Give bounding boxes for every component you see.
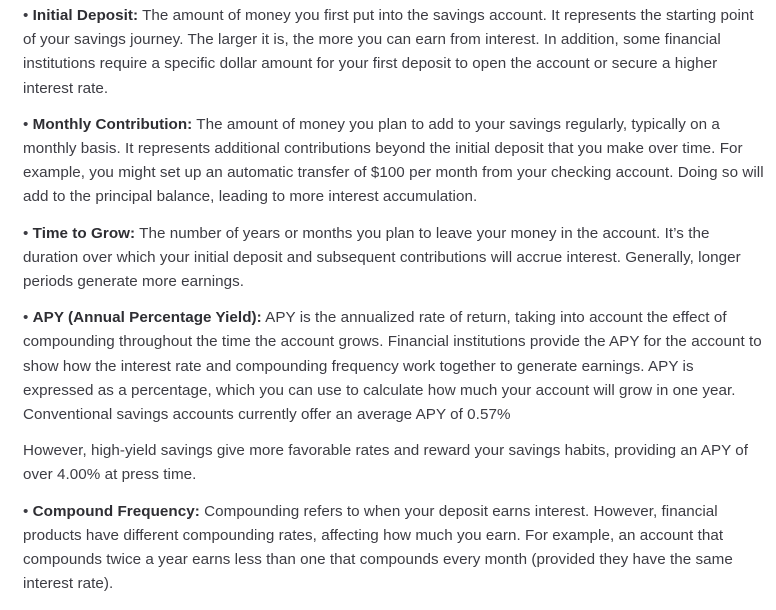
definition-text: APY is the annualized rate of return, taking into account the effect of compounding throughout the time the account grows. Financial institutions provide the APY for the account to show how the interest rate and compounding frequency work together to generate earnings. APY is expressed as a percentage, which you can use to calculate how much your account will grow in one year. Conventional savings accounts currently offer an average APY of 0.57% — [23, 309, 762, 424]
term-time-to-grow: Time to Grow: — [32, 224, 136, 242]
definition-initial-deposit — [23, 4, 766, 101]
term-monthly-contribution: Monthly Contribution: — [32, 115, 193, 133]
definition-text: The amount of money you plan to add to your savings regularly, typically on a monthly basis. It represents additional contributions beyond the initial deposit that you make over time. For example, you might set up an automatic transfer of $100 per month from your checking account. Doing so will add to the principal balance, leading to more interest accumulation. — [23, 115, 764, 206]
definition-apy — [23, 306, 766, 427]
bullet-icon: • — [23, 115, 29, 133]
bullet-icon: • — [23, 224, 29, 242]
definition-monthly-contribution — [23, 113, 766, 210]
bullet-icon: • — [23, 309, 29, 327]
high-yield-note — [23, 439, 766, 487]
definition-text: The number of years or months you plan to leave your money in the account. It’s the duration over which your initial deposit and subsequent contributions will accrue interest. Generally, longer periods generate more earnings. — [23, 224, 741, 291]
term-compound-frequency: Compound Frequency: — [32, 502, 200, 520]
paragraph-text: However, high-yield savings give more favorable rates and reward your savings habits, providing an APY of over 4.00% at press time. — [23, 442, 749, 484]
term-initial-deposit: Initial Deposit: — [32, 7, 139, 24]
bullet-icon: • — [23, 7, 29, 24]
definition-time-to-grow — [23, 222, 766, 295]
definition-compound-frequency — [23, 500, 766, 597]
definition-text: Compounding refers to when your deposit earns interest. However, financial products have different compounding rates, affecting how much you earn. For example, an account that compounds twice a year earns less than one that compounds every month (provided they have the same interest rate). — [23, 502, 733, 593]
term-apy: APY (Annual Percentage Yield): — [32, 309, 262, 327]
bullet-icon: • — [23, 502, 29, 520]
definition-text: The amount of money you first put into the savings account. It represents the starting point of your savings journey. The larger it is, the more you can earn from interest. In addition, some financial institutions require a specific dollar amount for your first deposit to open the account or secure a higher interest rate. — [23, 7, 754, 97]
